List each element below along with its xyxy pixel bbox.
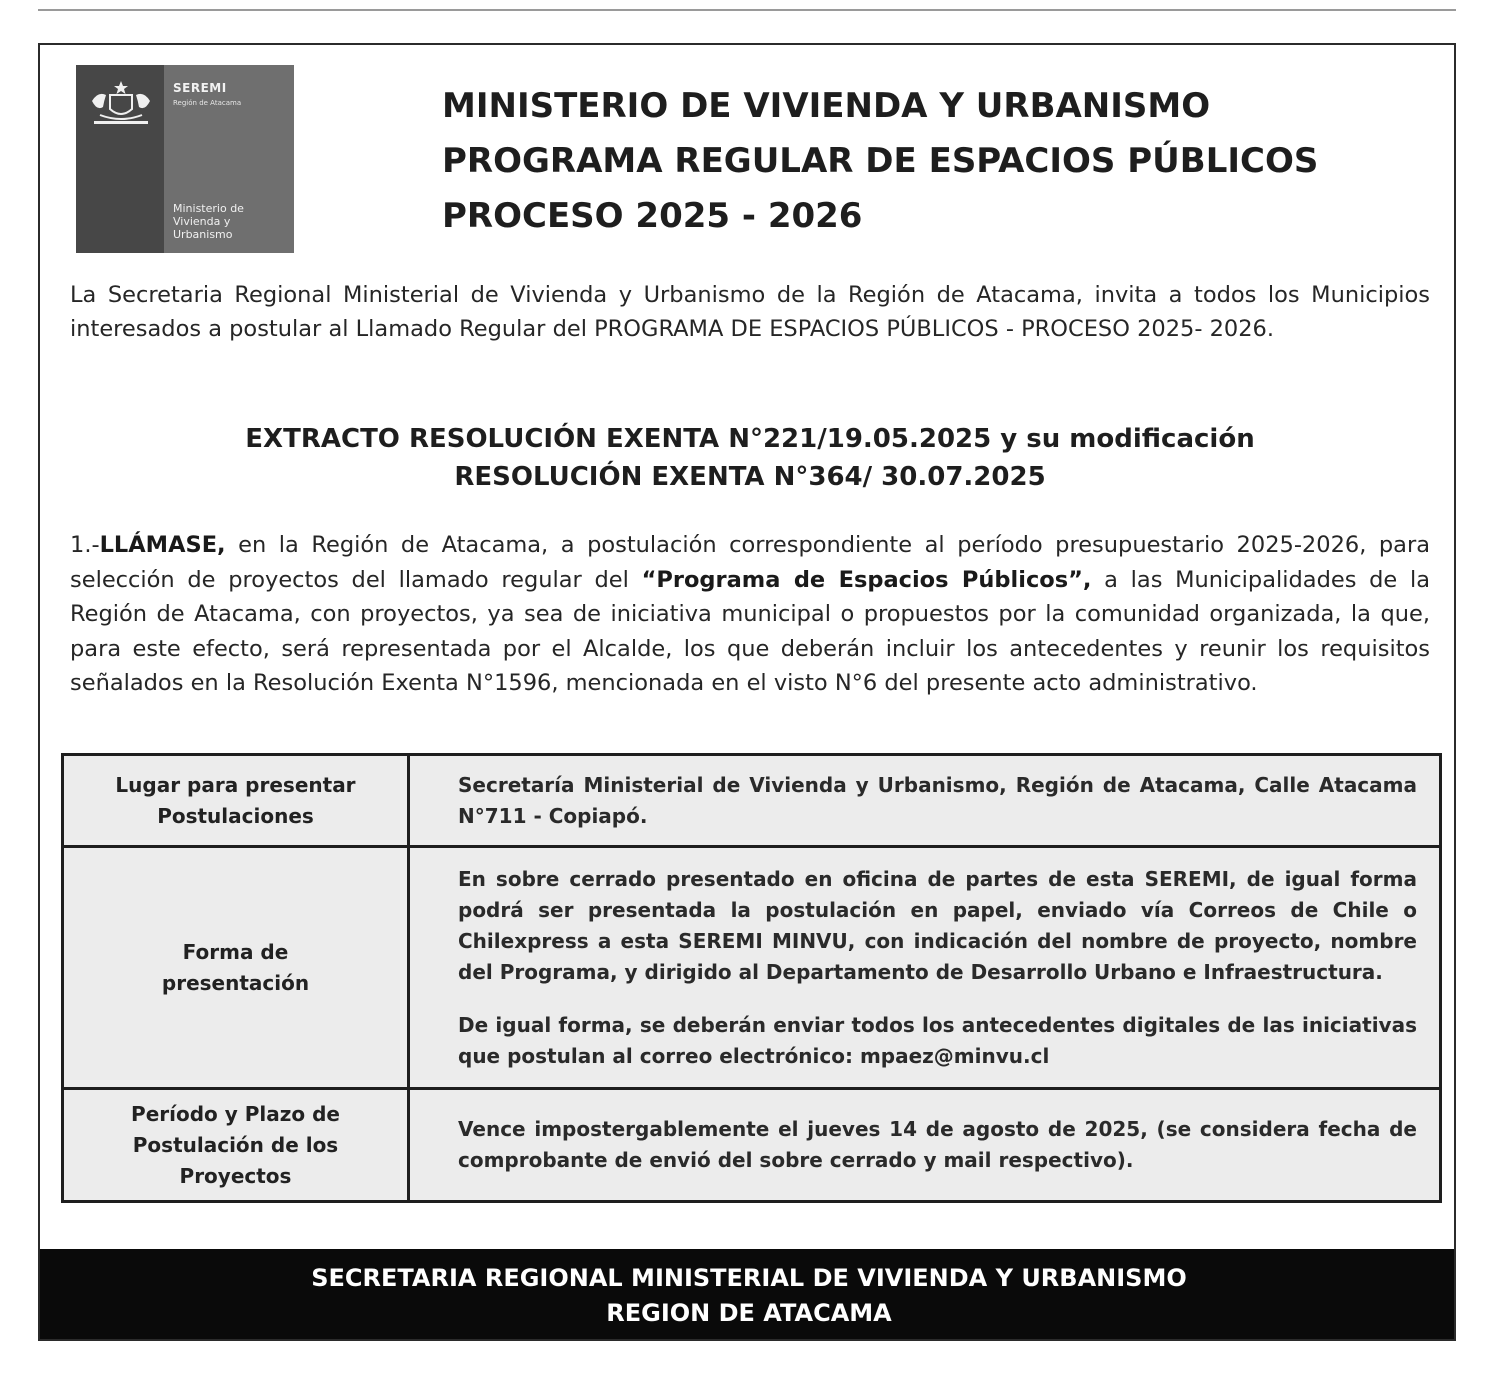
call-paragraph (70, 528, 1430, 701)
heading-program: PROGRAMA REGULAR DE ESPACIOS PÚBLICOS (442, 141, 1319, 181)
row-label-line: Período y Plazo de (131, 1101, 340, 1126)
extract-line-1: EXTRACTO RESOLUCIÓN EXENTA N°221/19.05.2025 y su modificación (245, 424, 1255, 454)
intro-paragraph: La Secretaria Regional Ministerial de Vivienda y Urbanismo de la Región de Atacama, invita a todos los Municipios interesados a postular al Llamado Regular del PROGRAMA DE ESPACIOS PÚBLICOS - PROCESO 2025- 2026. (70, 282, 1430, 342)
footer-line-1: SECRETARIA REGIONAL MINISTERIAL DE VIVIENDA Y URBANISMO (311, 1264, 1187, 1292)
seremi-logo (76, 65, 294, 253)
deadline-date: jueves 14 de agosto de 2025, (807, 1117, 1148, 1141)
notice-frame (38, 43, 1456, 1341)
table-row-location (63, 755, 1441, 847)
row-value (409, 847, 1441, 1089)
heading-process: PROCESO 2025 - 2026 (442, 196, 863, 236)
call-keyword: LLÁMASE, (99, 532, 226, 558)
resolution-extract-title (70, 420, 1430, 496)
logo-ministry-line: Ministerio de (173, 202, 244, 215)
digital-submission-text: De igual forma, se deberán enviar todos los antecedentes digitales de las iniciativas que postulan al correo electrónico: mpaez@minvu.cl (458, 1012, 1417, 1068)
extract-line-2: RESOLUCIÓN EXENTA N°364/ 30.07.2025 (454, 462, 1046, 492)
notice-heading (442, 79, 1422, 244)
row-label-line: Postulaciones (157, 803, 314, 828)
row-label (63, 847, 409, 1089)
submission-method-text: En sobre cerrado presentado en oficina de partes de esta SEREMI, de igual forma podrá ser presentada la postulación en papel, enviado vía Correos de Chile o Chilexpress a esta SEREMI MINVU, con indicación del nombre de proyecto, nombre del Programa, y dirigido al Departamento de Desarrollo Urbano e Infraestructura. (458, 866, 1417, 984)
footer-line-2: REGION DE ATACAMA (606, 1299, 892, 1327)
logo-ministry-line: Urbanismo (173, 228, 233, 241)
deadline-text-a: Vence impostergablemente el (458, 1117, 808, 1141)
row-label-line: Lugar para presentar (115, 772, 356, 797)
table-row-deadline (63, 1089, 1441, 1202)
row-label (63, 755, 409, 847)
logo-seremi-text: SEREMI (173, 81, 227, 95)
location-text: Secretaría Ministerial de Vivienda y Urbanismo, Región de Atacama, Calle Atacama N°711 - Copiapó. (458, 772, 1417, 828)
logo-ministry-line: Vivienda y (173, 215, 231, 228)
row-label (63, 1089, 409, 1202)
deadline-text (458, 1114, 1417, 1176)
item-number: 1.- (70, 532, 100, 558)
logo-region-text: Región de Atacama (173, 99, 242, 107)
footer-banner (40, 1249, 1456, 1341)
table-row-submission-method (63, 847, 1441, 1089)
top-rule (38, 9, 1456, 11)
row-label-line: presentación (161, 970, 310, 995)
logo-ministry-text (173, 202, 283, 241)
call-text-a: en la Región de Atacama, a postulación correspondiente al período presupuestario 2025-2026, para selección de proyectos del llamado regular del (70, 532, 1430, 593)
row-value (409, 755, 1441, 847)
row-label-line: Forma de (182, 939, 289, 964)
program-name: “Programa de Espacios Públicos”, (641, 566, 1092, 593)
row-value (409, 1089, 1441, 1202)
row-label-line: Proyectos (179, 1163, 292, 1188)
chile-coat-of-arms-icon (86, 77, 156, 129)
row-label-line: Postulación de los (132, 1132, 339, 1157)
call-text-b: a las Municipalidades de la Región de Atacama, con proyectos, ya sea de iniciativa municipal o propuestos por la comunidad organizada, la que, para este efecto, será representada por el Alcalde, los que deberán incluir los antecedentes y reunir los requisitos señalados en la Resolución Exenta N°1596, mencionada en el visto N°6 del presente acto administrativo. (70, 566, 1430, 696)
deadline-text-b: (se considera fecha de comprobante de envió del sobre cerrado y mail respectivo). (458, 1117, 1417, 1172)
heading-ministry: MINISTERIO DE VIVIENDA Y URBANISMO (442, 86, 1211, 126)
application-info-table (61, 753, 1442, 1203)
